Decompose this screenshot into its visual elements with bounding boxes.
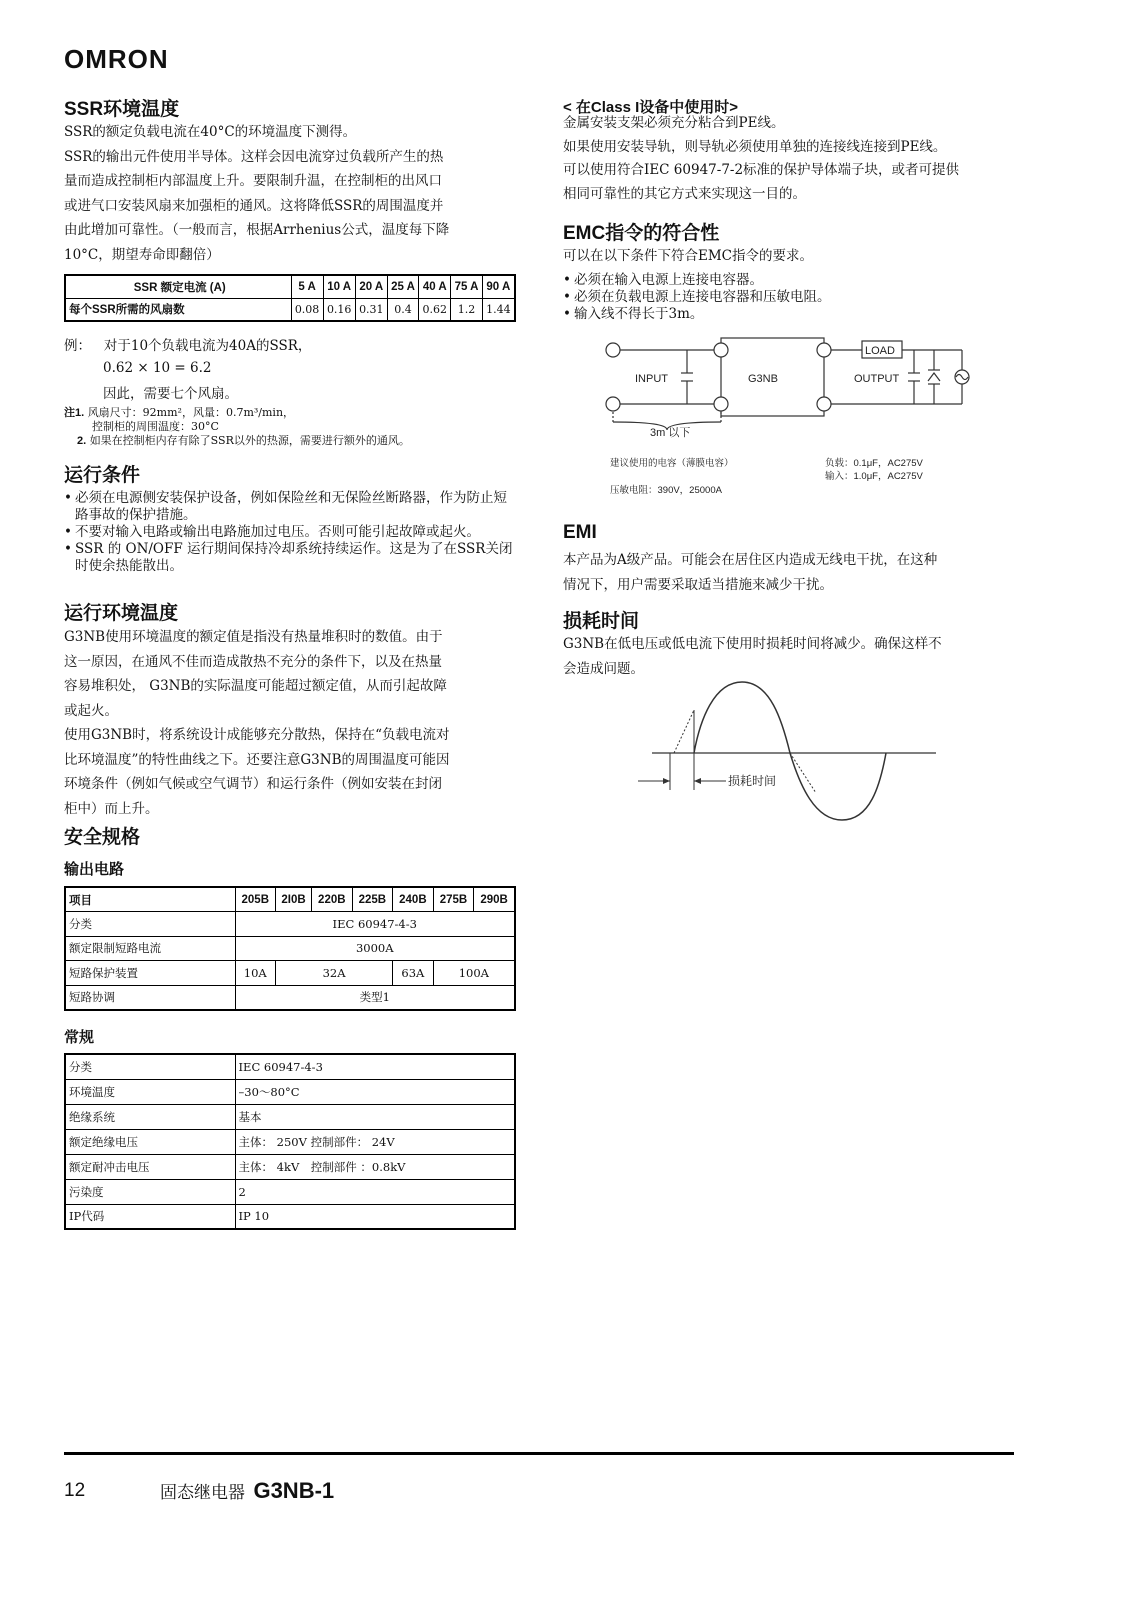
operating-temp-line: 比环境温度”的特性曲线之下。还要注意G3NB的周围温度可能因 — [64, 751, 450, 768]
emi-line: 情况下，用户需要采取适当措施来减少干扰。 — [563, 576, 833, 593]
operating-temp-line: 或起火。 — [64, 702, 118, 719]
input-terminal — [606, 343, 620, 357]
table-header-cell: 75 A — [451, 275, 482, 298]
output-label: OUTPUT — [854, 373, 900, 385]
fan-count-table — [64, 274, 516, 322]
half-wave-negative — [790, 753, 886, 820]
table-header-cell: SSR 额定电流 (A) — [65, 275, 291, 298]
list-item: • 必须在输入电源上连接电容器。 — [563, 272, 1015, 289]
table-cell: 10A — [235, 961, 276, 986]
class1-line: 可以使用符合IEC 60947-7-2标准的保护导体端子块，或者可提供 — [563, 162, 960, 178]
notes — [64, 406, 516, 448]
table-row-label: 绝缘系统 — [65, 1104, 235, 1129]
table-row-label: 分类 — [65, 912, 235, 937]
table-header-cell: 40 A — [419, 275, 451, 298]
table-row-label: 分类 — [65, 1054, 235, 1079]
ssr-temp-title: SSR环境温度 — [64, 99, 180, 120]
half-wave-positive — [694, 682, 790, 753]
example-prefix: 例： — [64, 338, 91, 354]
general-subtitle: 常规 — [64, 1029, 95, 1046]
table-header-cell: 90 A — [482, 275, 515, 298]
loss-time-line: 会造成问题。 — [563, 660, 644, 677]
g3nb-label: G3NB — [748, 373, 778, 385]
operating-conditions-title: 运行条件 — [64, 465, 141, 486]
table-header-row — [65, 887, 515, 912]
example-line: 对于10个负载电流为40A的SSR， — [103, 338, 312, 354]
table-cell: –30～80°C — [235, 1079, 515, 1104]
operating-temp-line: 使用G3NB时，将系统设计成能够充分散热，保持在“负载电流对 — [64, 727, 450, 743]
list-item: • 输入线不得长于3m。 — [563, 306, 1015, 323]
note-label: 注1. — [64, 407, 85, 419]
table-cell: 100A — [433, 961, 515, 986]
ssr-temp-line: 由此增加可靠性。（一般而言，根据Arrhenius公式，温度每下降 — [64, 222, 450, 238]
output-circuit-subtitle: 输出电路 — [64, 861, 125, 878]
loss-time-label: 损耗时间 — [728, 774, 777, 788]
note-text: 风扇尺寸：92mm²，风量：0.7m³/min， — [87, 406, 295, 419]
example-line: 因此，需要七个风扇。 — [103, 386, 238, 402]
table-cell: 63A — [393, 961, 434, 986]
table-header-cell: 275B — [433, 887, 474, 912]
page-number: 12 — [64, 1480, 86, 1501]
example-line: 0.62 × 10 = 6.2 — [103, 360, 212, 376]
input-terminal — [606, 397, 620, 411]
emi-body — [563, 548, 1015, 597]
table-row — [65, 912, 515, 937]
loss-time-body — [563, 632, 1015, 681]
table-cell: 3000A — [235, 936, 515, 961]
table-cell: 主体： 250V 控制部件： 24V — [235, 1129, 515, 1154]
table-header-cell: 10 A — [323, 275, 355, 298]
table-row — [65, 1204, 515, 1229]
table-header-cell: 25 A — [387, 275, 418, 298]
loss-time-graph — [630, 680, 950, 830]
table-cell: 0.31 — [355, 298, 387, 321]
emi-title: EMI — [563, 522, 597, 543]
table-cell: 基本 — [235, 1104, 515, 1129]
emc-wiring-diagram — [590, 330, 1010, 510]
class1-title: < 在Class I设备中使用时> — [563, 99, 739, 116]
table-row — [65, 961, 515, 986]
table-header-cell: 2I0B — [276, 887, 312, 912]
table-cell: 2 — [235, 1179, 515, 1204]
operating-temp-line: 环境条件（例如气候或空气调节）和运行条件（例如安装在封闭 — [64, 776, 442, 792]
table-row — [65, 1054, 515, 1079]
table-row-label: 污染度 — [65, 1179, 235, 1204]
list-item: • 必须在负载电源上连接电容器和压敏电阻。 — [563, 289, 1015, 306]
table-cell: IEC 60947-4-3 — [235, 1054, 515, 1079]
cap-note: 建议使用的电容（薄膜电容） — [610, 458, 734, 469]
table-cell: 0.08 — [291, 298, 323, 321]
table-cell: 0.62 — [419, 298, 451, 321]
table-header-cell: 20 A — [355, 275, 387, 298]
operating-conditions-list — [64, 490, 516, 575]
class1-line: 相同可靠性的其它方式来实现这一目的。 — [563, 185, 806, 202]
load-label: LOAD — [865, 345, 895, 357]
ssr-temp-line: SSR的额定负载电流在40°C的环境温度下测得。 — [64, 124, 357, 140]
table-header-cell: 225B — [352, 887, 393, 912]
note-text: 如果在控制柜内存有除了SSR以外的热源，需要进行额外的通风。 — [89, 434, 410, 447]
table-header-row — [65, 275, 515, 298]
footer-divider — [64, 1452, 1014, 1455]
table-row — [65, 1079, 515, 1104]
table-row-label: IP代码 — [65, 1204, 235, 1229]
ssr-temp-body — [64, 120, 516, 267]
list-item: • 必须在电源侧安装保护设备，例如保险丝和无保险丝断路器，作为防止短路事故的保护措施。 — [64, 490, 516, 524]
table-cell: 0.4 — [387, 298, 418, 321]
table-row-label: 环境温度 — [65, 1079, 235, 1104]
table-header-cell: 205B — [235, 887, 276, 912]
emc-intro: 可以在以下条件下符合EMC指令的要求。 — [563, 248, 814, 264]
product-category: 固态继电器 — [160, 1483, 245, 1502]
emi-line: 本产品为A级产品。可能会在居住区内造成无线电干扰，在这种 — [563, 552, 938, 568]
table-cell: 0.16 — [323, 298, 355, 321]
table-header-cell: 240B — [393, 887, 434, 912]
varistor-note: 压敏电阻：390V，25000A — [610, 485, 722, 496]
example-block — [64, 335, 311, 405]
operating-temp-line: 这一原因，在通风不佳而造成散热不充分的条件下，以及在热量 — [64, 653, 442, 670]
table-row-label: 短路保护装置 — [65, 961, 235, 986]
operating-temp-body — [64, 625, 516, 821]
operating-temp-title: 运行环境温度 — [64, 603, 179, 624]
ssr-temp-line: SSR的输出元件使用半导体。这样会因电流穿过负载所产生的热 — [64, 148, 444, 165]
emc-list — [563, 272, 1015, 323]
product-model: G3NB-1 — [253, 1478, 335, 1503]
input-label: INPUT — [635, 373, 668, 385]
table-cell: 1.44 — [482, 298, 515, 321]
table-cell: 1.2 — [451, 298, 482, 321]
table-header-cell: 290B — [474, 887, 515, 912]
emc-title: EMC指令的符合性 — [563, 223, 720, 244]
table-row — [65, 1179, 515, 1204]
operating-temp-line: 容易堆积处， G3NB的实际温度可能超过额定值，从而引起故障 — [64, 678, 447, 694]
class1-body — [563, 112, 1015, 206]
note-label: 2. — [77, 435, 87, 447]
ssr-temp-line: 量而造成控制柜内部温度上升。要限制升温，在控制柜的出风口 — [64, 173, 442, 189]
loss-time-title: 损耗时间 — [563, 611, 640, 632]
class1-line: 如果使用安装导轨，则导轨必须使用单独的连接线连接到PE线。 — [563, 138, 947, 155]
table-row — [65, 985, 515, 1010]
table-row — [65, 1104, 515, 1129]
input-cap-note: 输入：1.0μF，AC275V — [825, 471, 923, 482]
table-cell: IP 10 — [235, 1204, 515, 1229]
table-header-cell: 项目 — [65, 887, 235, 912]
table-cell: IEC 60947-4-3 — [235, 912, 515, 937]
footer-title — [160, 1478, 334, 1504]
output-circuit-table — [64, 886, 516, 1011]
general-table — [64, 1053, 516, 1230]
list-item: • SSR 的 ON/OFF 运行期间保持冷却系统持续运作。这是为了在SSR关闭时使余热能散出。 — [64, 541, 516, 575]
operating-temp-line: 柜中）而上升。 — [64, 800, 159, 817]
table-row — [65, 936, 515, 961]
table-cell: 主体： 4kV 控制部件 ：0.8kV — [235, 1154, 515, 1179]
table-row — [65, 1129, 515, 1154]
table-row — [65, 1154, 515, 1179]
class1-line: 金属安装支架必须充分粘合到PE线。 — [563, 115, 785, 131]
note-text: 控制柜的周围温度：30°C — [92, 420, 219, 433]
table-row-label: 额定绝缘电压 — [65, 1129, 235, 1154]
table-row-label: 额定耐冲击电压 — [65, 1154, 235, 1179]
table-header-cell: 5 A — [291, 275, 323, 298]
safety-title: 安全规格 — [64, 827, 141, 848]
table-cell: 类型1 — [235, 985, 515, 1010]
ssr-temp-line: 10°C，期望寿命即翻倍） — [64, 246, 220, 263]
loss-time-line: G3NB在低电压或低电流下使用时损耗时间将减少。确保这样不 — [563, 636, 942, 652]
table-header-cell: 220B — [312, 887, 353, 912]
list-item: • 不要对输入电路或输出电路施加过电压。否则可能引起故障或起火。 — [64, 524, 516, 541]
table-row-label: 短路协调 — [65, 985, 235, 1010]
load-cap-note: 负载：0.1μF，AC275V — [825, 458, 923, 469]
table-row — [65, 298, 515, 321]
length-label: 3m 以下 — [650, 427, 691, 439]
ssr-temp-line: 或进气口安装风扇来加强柜的通风。这将降低SSR的周围温度并 — [64, 197, 444, 214]
omron-logo: OMRON — [64, 44, 169, 74]
operating-temp-line: G3NB使用环境温度的额定值是指没有热量堆积时的数值。由于 — [64, 629, 443, 645]
table-row-label: 额定限制短路电流 — [65, 936, 235, 961]
table-cell: 32A — [276, 961, 393, 986]
table-row-label: 每个SSR所需的风扇数 — [65, 298, 291, 321]
